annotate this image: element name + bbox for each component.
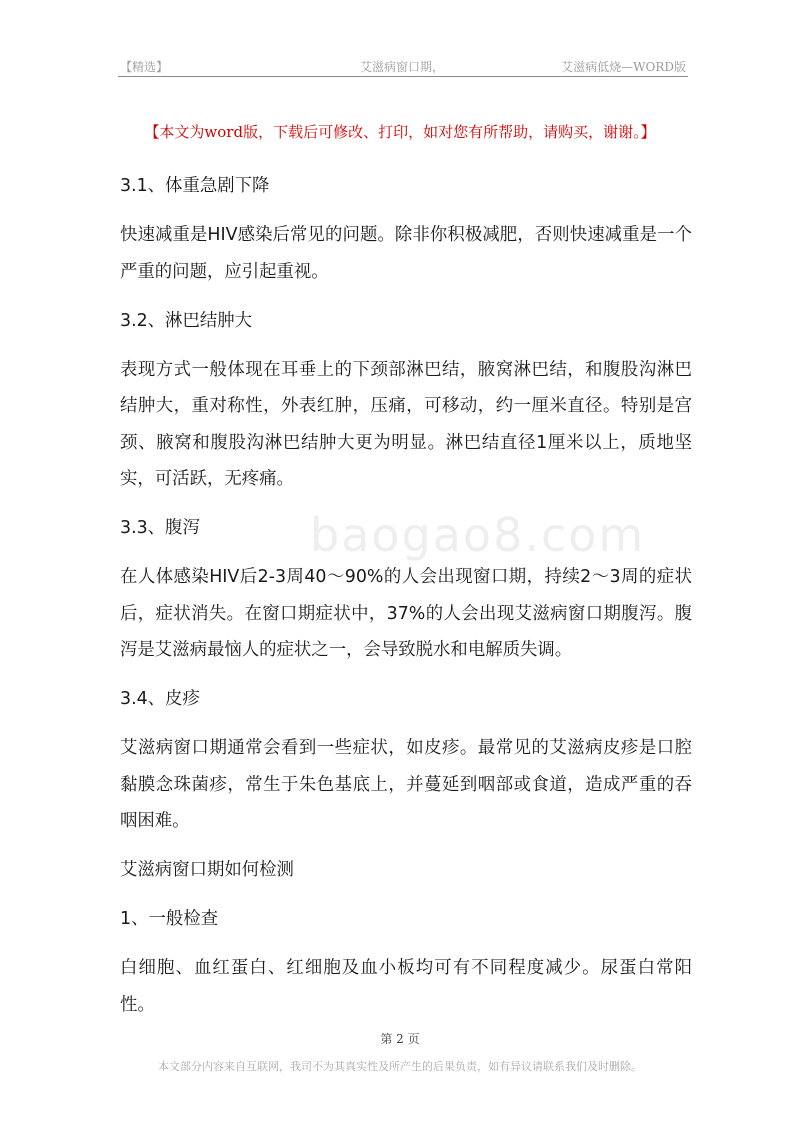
- heading-3-2: 3.2、淋巴结肿大: [120, 310, 253, 331]
- paragraph-general-exam: 白细胞、血红蛋白、红细胞及血小板均可有不同程度减少。尿蛋白常阳性。: [120, 958, 692, 1015]
- heading-detection: 艾滋病窗口期如何检测: [120, 860, 294, 880]
- page-header: [120, 56, 686, 76]
- heading-3-4: 3.4、皮疹: [120, 689, 200, 709]
- watermark: baogao8.com: [310, 508, 646, 562]
- document-body: [120, 168, 692, 1036]
- header-right-text: 艾滋病低烧—WORD版: [561, 60, 686, 74]
- footer-disclaimer: 本文部分内容来自互联网，我司不为其真实性及所产生的后果负责，如有异议请联系我们及时删除。: [158, 1060, 642, 1073]
- paragraph-rash: 艾滋病窗口期通常会看到一些症状，如皮疹。最常见的艾滋病皮疹是口腔黏膜念珠菌疹，常生于朱色基底上，并蔓延到咽部或食道，造成严重的吞咽困难。: [120, 738, 692, 831]
- header-center-text: 艾滋病窗口期，: [360, 60, 445, 74]
- header-divider: [118, 76, 688, 77]
- page-number: 第 2 页: [380, 1032, 420, 1046]
- download-notice: 【本文为word版，下载后可修改、打印，如对您有所帮助，请购买，谢谢。】: [144, 123, 656, 141]
- heading-general-exam: 1、一般检查: [120, 909, 219, 929]
- header-left-text: 【精选】: [120, 60, 169, 74]
- paragraph-lymph-nodes: 表现方式一般体现在耳垂上的下颈部淋巴结，腋窝淋巴结，和腹股沟淋巴结肿大，重对称性，外表红肿，压痛，可移动，约一厘米直径。特别是宫颈、腋窝和腹股沟淋巴结肿大更为明显。淋巴结直径1厘米以上，质地坚实，可活跃，无疼痛。: [120, 359, 692, 489]
- heading-3-3: 3.3、腹泻: [120, 518, 200, 538]
- paragraph-weight-loss: 快速减重是HIV感染后常见的问题。除非你积极减肥，否则快速减重是一个严重的问题，应引起重视。: [120, 225, 692, 282]
- heading-3-1: 3.1、体重急剧下降: [120, 176, 270, 196]
- paragraph-diarrhea: 在人体感染HIV后2-3周40～90%的人会出现窗口期，持续2～3周的症状后，症状消失。在窗口期症状中，37%的人会出现艾滋病窗口期腹泻。腹泻是艾滋病最恼人的症状之一，会导致脱水和电解质失调。: [120, 567, 692, 660]
